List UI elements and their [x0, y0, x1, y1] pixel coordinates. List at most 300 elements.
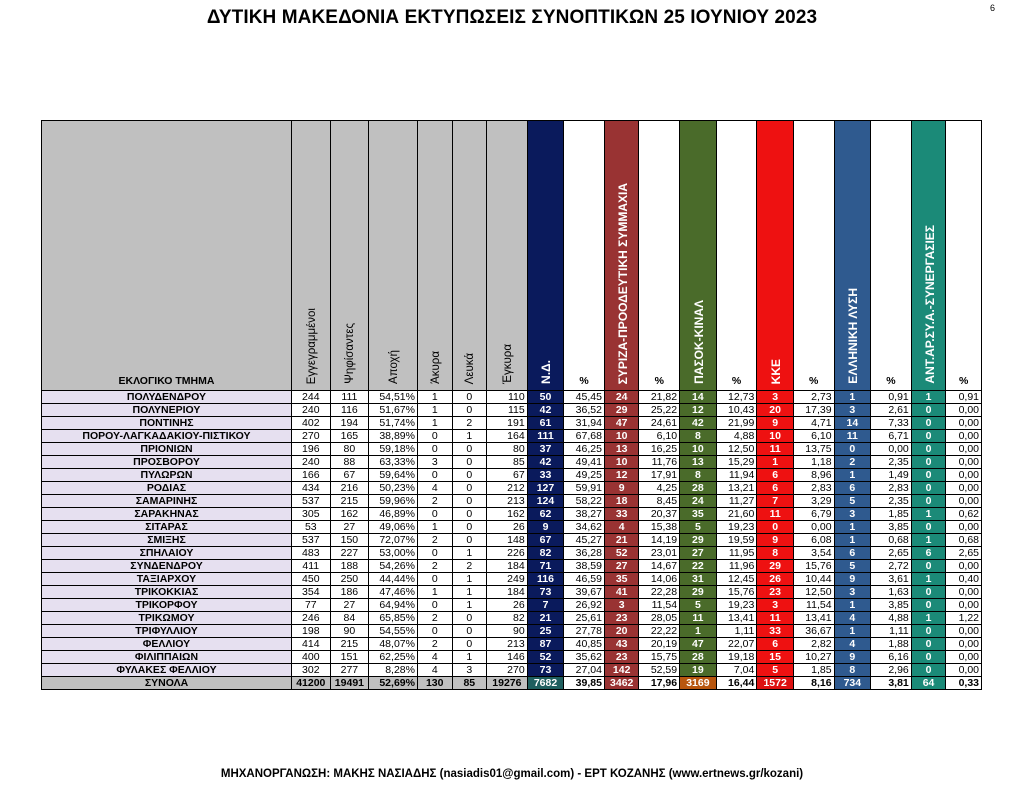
- valid-cell: 213: [487, 495, 528, 508]
- party-pct-cell: 21,82: [639, 391, 680, 404]
- party-pct-cell: 0,00: [946, 664, 982, 677]
- party-votes-cell: 0: [911, 651, 946, 664]
- party-votes-cell: 3: [834, 404, 871, 417]
- party-votes-cell: 8: [680, 469, 717, 482]
- party-pct-cell: 19,23: [716, 521, 757, 534]
- abstention-cell: 64,94%: [369, 599, 418, 612]
- party-pct-cell: 21,99: [716, 417, 757, 430]
- party-votes-cell: 0: [911, 625, 946, 638]
- table-row: [42, 547, 982, 560]
- valid-cell: 184: [487, 586, 528, 599]
- party-votes-cell: 1: [680, 625, 717, 638]
- party-votes-cell: 6: [757, 469, 794, 482]
- party-pct-cell: 14,19: [639, 534, 680, 547]
- party-header-pasok: ΠΑΣΟΚ-ΚΙΝΑΛ: [680, 121, 717, 391]
- party-pct-cell: 1,49: [871, 469, 912, 482]
- registered-cell: 414: [291, 638, 330, 651]
- party-pct-cell: 2,72: [871, 560, 912, 573]
- party-votes-cell: 29: [604, 404, 639, 417]
- district-name-cell: ΦΕΛΛΙΟΥ: [42, 638, 292, 651]
- blank-cell: 0: [452, 638, 487, 651]
- party-pct-cell: 1,22: [946, 612, 982, 625]
- invalid-cell: 0: [417, 625, 452, 638]
- party-votes-cell: 9: [757, 534, 794, 547]
- voters-cell: 250: [330, 573, 369, 586]
- blank-cell: 0: [452, 521, 487, 534]
- party-votes-cell: 42: [527, 456, 564, 469]
- blank-cell: 2: [452, 560, 487, 573]
- abstention-cell: 44,44%: [369, 573, 418, 586]
- blank-cell: 0: [452, 534, 487, 547]
- party-votes-cell: 1: [911, 534, 946, 547]
- party-votes-cell: 13: [680, 456, 717, 469]
- party-pct-cell: 38,59: [564, 560, 605, 573]
- party-pct-cell: 22,28: [639, 586, 680, 599]
- party-votes-cell: 0: [911, 664, 946, 677]
- invalid-cell: 0: [417, 508, 452, 521]
- registered-cell: 537: [291, 495, 330, 508]
- party-pct-cell: 40,85: [564, 638, 605, 651]
- party-pct-cell: 11,96: [716, 560, 757, 573]
- district-name-cell: ΠΟΛΥΔΕΝΔΡΟΥ: [42, 391, 292, 404]
- party-pct-cell: 14,67: [639, 560, 680, 573]
- column-header-invalid: Άκυρα: [417, 121, 452, 391]
- party-pct-cell: 1,88: [871, 638, 912, 651]
- party-votes-cell: 8: [680, 430, 717, 443]
- party-pct-cell: 2,35: [871, 495, 912, 508]
- district-name-cell: ΦΥΛΑΚΕΣ ΦΕΛΛΙΟΥ: [42, 664, 292, 677]
- abstention-cell: 46,89%: [369, 508, 418, 521]
- voters-cell: 84: [330, 612, 369, 625]
- invalid-cell: 2: [417, 560, 452, 573]
- party-pct-cell: 0,68: [871, 534, 912, 547]
- party-votes-cell: 0: [911, 469, 946, 482]
- pct-header-elliniki-lysi: %: [871, 121, 912, 391]
- valid-cell: 148: [487, 534, 528, 547]
- party-pct-cell: 0,00: [946, 417, 982, 430]
- party-pct-cell: 1,85: [871, 508, 912, 521]
- invalid-cell: 2: [417, 612, 452, 625]
- valid-cell: 184: [487, 560, 528, 573]
- voters-cell: 27: [330, 599, 369, 612]
- blank-cell: 0: [452, 404, 487, 417]
- party-votes-cell: 35: [680, 508, 717, 521]
- voters-cell: 27: [330, 521, 369, 534]
- party-pct-cell: 2,61: [871, 404, 912, 417]
- party-votes-cell: 24: [680, 495, 717, 508]
- abstention-cell: 65,85%: [369, 612, 418, 625]
- party-votes-cell: 8: [757, 547, 794, 560]
- registered-cell: 354: [291, 586, 330, 599]
- party-votes-cell: 47: [604, 417, 639, 430]
- district-name-cell: ΠΟΝΤΙΝΗΣ: [42, 417, 292, 430]
- party-pct-cell: 26,92: [564, 599, 605, 612]
- district-name-cell: ΤΡΙΦΥΛΛΙΟΥ: [42, 625, 292, 638]
- party-votes-cell: 1: [834, 391, 871, 404]
- party-votes-cell: 33: [527, 469, 564, 482]
- party-pct-cell: 35,62: [564, 651, 605, 664]
- party-pct-cell: 39,67: [564, 586, 605, 599]
- party-votes-cell: 29: [680, 534, 717, 547]
- blank-cell: 0: [452, 508, 487, 521]
- party-votes-cell: 73: [527, 586, 564, 599]
- header-row: [42, 121, 982, 391]
- abstention-cell: 50,23%: [369, 482, 418, 495]
- party-votes-cell: 82: [527, 547, 564, 560]
- party-votes-cell: 28: [680, 651, 717, 664]
- party-pct-cell: 20,19: [639, 638, 680, 651]
- party-votes-cell: 0: [911, 560, 946, 573]
- party-votes-cell: 29: [757, 560, 794, 573]
- party-votes-cell: 0: [911, 482, 946, 495]
- party-votes-cell: 127: [527, 482, 564, 495]
- party-pct-cell: 0,00: [946, 586, 982, 599]
- party-pct-cell: 6,08: [793, 534, 834, 547]
- voters-cell: 194: [330, 417, 369, 430]
- valid-cell: 226: [487, 547, 528, 560]
- column-header-voters: Ψηφίσαντες: [330, 121, 369, 391]
- party-votes-cell: 71: [527, 560, 564, 573]
- table-row: [42, 508, 982, 521]
- table-row: [42, 521, 982, 534]
- party-pct-cell: 0,00: [946, 638, 982, 651]
- registered-cell: 305: [291, 508, 330, 521]
- party-pct-cell: 0,00: [946, 404, 982, 417]
- party-pct-cell: 4,88: [716, 430, 757, 443]
- party-votes-cell: 5: [757, 664, 794, 677]
- party-votes-cell: 41: [604, 586, 639, 599]
- registered-cell: 434: [291, 482, 330, 495]
- party-pct-cell: 11,76: [639, 456, 680, 469]
- party-votes-cell: 734: [834, 677, 871, 690]
- party-pct-cell: 0,00: [871, 443, 912, 456]
- party-pct-cell: 3,61: [871, 573, 912, 586]
- party-votes-cell: 0: [911, 599, 946, 612]
- voters-cell: 165: [330, 430, 369, 443]
- blank-cell: 0: [452, 482, 487, 495]
- registered-cell: 240: [291, 404, 330, 417]
- table-row: [42, 404, 982, 417]
- invalid-cell: 0: [417, 547, 452, 560]
- party-votes-cell: 6: [834, 547, 871, 560]
- pct-header-pasok: %: [716, 121, 757, 391]
- table-row: [42, 391, 982, 404]
- table-row: [42, 586, 982, 599]
- party-pct-cell: 12,73: [716, 391, 757, 404]
- page-number: 6: [990, 3, 996, 13]
- party-votes-cell: 1: [834, 521, 871, 534]
- district-name-cell: ΣΑΜΑΡΙΝΗΣ: [42, 495, 292, 508]
- party-pct-cell: 27,04: [564, 664, 605, 677]
- column-header-abstention: Αποχή: [369, 121, 418, 391]
- party-pct-cell: 0,00: [946, 456, 982, 469]
- district-name-cell: ΡΟΔΙΑΣ: [42, 482, 292, 495]
- party-votes-cell: 23: [604, 651, 639, 664]
- party-votes-cell: 5: [834, 495, 871, 508]
- party-votes-cell: 116: [527, 573, 564, 586]
- party-pct-cell: 0,68: [946, 534, 982, 547]
- party-pct-cell: 0,91: [871, 391, 912, 404]
- party-votes-cell: 10: [680, 443, 717, 456]
- voters-cell: 227: [330, 547, 369, 560]
- district-name-cell: ΣΥΝΔΕΝΔΡΟΥ: [42, 560, 292, 573]
- party-pct-cell: 34,62: [564, 521, 605, 534]
- party-pct-cell: 17,96: [639, 677, 680, 690]
- party-pct-cell: 4,71: [793, 417, 834, 430]
- valid-cell: 26: [487, 521, 528, 534]
- party-votes-cell: 4: [834, 638, 871, 651]
- party-votes-cell: 24: [604, 391, 639, 404]
- party-pct-cell: 39,85: [564, 677, 605, 690]
- blank-cell: 0: [452, 391, 487, 404]
- party-votes-cell: 0: [834, 443, 871, 456]
- district-name-cell: ΠΡΟΣΒΟΡΟΥ: [42, 456, 292, 469]
- invalid-cell: 0: [417, 599, 452, 612]
- party-votes-cell: 42: [527, 404, 564, 417]
- party-pct-cell: 13,21: [716, 482, 757, 495]
- party-votes-cell: 21: [527, 612, 564, 625]
- party-pct-cell: 24,61: [639, 417, 680, 430]
- totals-row: [42, 677, 982, 690]
- blank-cell: 1: [452, 599, 487, 612]
- registered-cell: 77: [291, 599, 330, 612]
- party-pct-cell: 11,94: [716, 469, 757, 482]
- party-votes-cell: 10: [604, 430, 639, 443]
- party-pct-cell: 10,27: [793, 651, 834, 664]
- district-name-cell: ΣΑΡΑΚΗΝΑΣ: [42, 508, 292, 521]
- party-pct-cell: 15,75: [639, 651, 680, 664]
- party-pct-cell: 15,76: [716, 586, 757, 599]
- party-pct-cell: 1,85: [793, 664, 834, 677]
- party-votes-cell: 8: [834, 664, 871, 677]
- party-pct-cell: 15,76: [793, 560, 834, 573]
- blank-cell: 1: [452, 586, 487, 599]
- party-pct-cell: 58,22: [564, 495, 605, 508]
- table-row: [42, 599, 982, 612]
- abstention-cell: 49,06%: [369, 521, 418, 534]
- party-votes-cell: 0: [911, 495, 946, 508]
- party-votes-cell: 1: [834, 534, 871, 547]
- column-header-district: ΕΚΛΟΓΙΚΟ ΤΜΗΜΑ: [42, 121, 292, 391]
- party-votes-cell: 3: [604, 599, 639, 612]
- blank-cell: 0: [452, 495, 487, 508]
- party-pct-cell: 21,60: [716, 508, 757, 521]
- party-votes-cell: 5: [680, 599, 717, 612]
- abstention-cell: 72,07%: [369, 534, 418, 547]
- party-votes-cell: 14: [834, 417, 871, 430]
- party-header-syriza: ΣΥΡΙΖΑ-ΠΡΟΟΔΕΥΤΙΚΗ ΣΥΜΜΑΧΙΑ: [604, 121, 639, 391]
- district-name-cell: ΤΡΙΚΟΡΦΟΥ: [42, 599, 292, 612]
- abstention-cell: 62,25%: [369, 651, 418, 664]
- valid-cell: 164: [487, 430, 528, 443]
- party-pct-cell: 0,00: [946, 599, 982, 612]
- party-votes-cell: 6: [911, 547, 946, 560]
- party-pct-cell: 0,00: [946, 560, 982, 573]
- pct-header-syriza: %: [639, 121, 680, 391]
- party-pct-cell: 14,06: [639, 573, 680, 586]
- party-votes-cell: 0: [911, 521, 946, 534]
- party-votes-cell: 0: [911, 638, 946, 651]
- party-votes-cell: 1: [911, 612, 946, 625]
- abstention-cell: 38,89%: [369, 430, 418, 443]
- party-pct-cell: 67,68: [564, 430, 605, 443]
- party-votes-cell: 7: [757, 495, 794, 508]
- party-pct-cell: 0,40: [946, 573, 982, 586]
- party-pct-cell: 0,91: [946, 391, 982, 404]
- party-pct-cell: 12,50: [793, 586, 834, 599]
- registered-cell: 240: [291, 456, 330, 469]
- invalid-cell: 1: [417, 586, 452, 599]
- party-votes-cell: 11: [834, 430, 871, 443]
- party-votes-cell: 0: [911, 456, 946, 469]
- party-votes-cell: 27: [604, 560, 639, 573]
- party-pct-cell: 12,45: [716, 573, 757, 586]
- party-pct-cell: 36,67: [793, 625, 834, 638]
- party-votes-cell: 0: [757, 521, 794, 534]
- abstention-cell: 47,46%: [369, 586, 418, 599]
- party-votes-cell: 33: [757, 625, 794, 638]
- party-votes-cell: 1: [911, 391, 946, 404]
- party-votes-cell: 52: [527, 651, 564, 664]
- party-pct-cell: 7,33: [871, 417, 912, 430]
- party-pct-cell: 15,38: [639, 521, 680, 534]
- valid-cell: 162: [487, 508, 528, 521]
- party-votes-cell: 19: [680, 664, 717, 677]
- party-votes-cell: 0: [911, 586, 946, 599]
- invalid-cell: 4: [417, 651, 452, 664]
- abstention-cell: 59,96%: [369, 495, 418, 508]
- party-pct-cell: 22,22: [639, 625, 680, 638]
- pct-header-nd: %: [564, 121, 605, 391]
- party-votes-cell: 3: [834, 508, 871, 521]
- invalid-cell: 2: [417, 495, 452, 508]
- party-votes-cell: 5: [834, 560, 871, 573]
- invalid-cell: 0: [417, 573, 452, 586]
- voters-cell: 162: [330, 508, 369, 521]
- party-votes-cell: 111: [527, 430, 564, 443]
- table-row: [42, 573, 982, 586]
- district-name-cell: ΣΜΙΞΗΣ: [42, 534, 292, 547]
- party-pct-cell: 4,88: [871, 612, 912, 625]
- table-row: [42, 443, 982, 456]
- invalid-cell: 0: [417, 430, 452, 443]
- invalid-cell: 1: [417, 521, 452, 534]
- district-name-cell: ΦΙΛΙΠΠΑΙΩΝ: [42, 651, 292, 664]
- party-votes-cell: 35: [604, 573, 639, 586]
- party-votes-cell: 1: [757, 456, 794, 469]
- valid-cell: 191: [487, 417, 528, 430]
- blank-cell: 85: [452, 677, 487, 690]
- registered-cell: 400: [291, 651, 330, 664]
- party-votes-cell: 47: [680, 638, 717, 651]
- party-pct-cell: 2,65: [871, 547, 912, 560]
- party-pct-cell: 8,45: [639, 495, 680, 508]
- party-votes-cell: 11: [680, 612, 717, 625]
- party-pct-cell: 45,45: [564, 391, 605, 404]
- abstention-cell: 52,69%: [369, 677, 418, 690]
- party-pct-cell: 25,61: [564, 612, 605, 625]
- party-votes-cell: 25: [527, 625, 564, 638]
- district-name-cell: ΠΟΡΟΥ-ΛΑΓΚΑΔΑΚΙΟΥ-ΠΙΣΤΙΚΟΥ: [42, 430, 292, 443]
- party-pct-cell: 10,43: [716, 404, 757, 417]
- party-pct-cell: 28,05: [639, 612, 680, 625]
- district-name-cell: ΠΥΛΩΡΩΝ: [42, 469, 292, 482]
- party-pct-cell: 1,11: [871, 625, 912, 638]
- party-votes-cell: 33: [604, 508, 639, 521]
- party-pct-cell: 25,22: [639, 404, 680, 417]
- valid-cell: 82: [487, 612, 528, 625]
- voters-cell: 151: [330, 651, 369, 664]
- party-pct-cell: 1,11: [716, 625, 757, 638]
- table-row: [42, 651, 982, 664]
- party-pct-cell: 0,00: [946, 469, 982, 482]
- pct-header-kke: %: [793, 121, 834, 391]
- party-votes-cell: 3462: [604, 677, 639, 690]
- party-pct-cell: 49,25: [564, 469, 605, 482]
- party-pct-cell: 13,41: [793, 612, 834, 625]
- registered-cell: 244: [291, 391, 330, 404]
- party-votes-cell: 3: [834, 586, 871, 599]
- party-pct-cell: 0,33: [946, 677, 982, 690]
- table-row: [42, 638, 982, 651]
- blank-cell: 2: [452, 417, 487, 430]
- party-votes-cell: 1: [911, 508, 946, 521]
- party-pct-cell: 7,04: [716, 664, 757, 677]
- party-votes-cell: 11: [757, 508, 794, 521]
- abstention-cell: 54,55%: [369, 625, 418, 638]
- party-pct-cell: 0,00: [946, 443, 982, 456]
- party-pct-cell: 17,91: [639, 469, 680, 482]
- party-pct-cell: 15,29: [716, 456, 757, 469]
- abstention-cell: 54,26%: [369, 560, 418, 573]
- invalid-cell: 4: [417, 664, 452, 677]
- party-votes-cell: 42: [680, 417, 717, 430]
- party-pct-cell: 6,79: [793, 508, 834, 521]
- registered-cell: 198: [291, 625, 330, 638]
- abstention-cell: 8,28%: [369, 664, 418, 677]
- party-votes-cell: 10: [757, 430, 794, 443]
- party-votes-cell: 37: [527, 443, 564, 456]
- valid-cell: 26: [487, 599, 528, 612]
- valid-cell: 146: [487, 651, 528, 664]
- party-pct-cell: 46,59: [564, 573, 605, 586]
- blank-cell: 0: [452, 625, 487, 638]
- party-votes-cell: 124: [527, 495, 564, 508]
- party-pct-cell: 59,91: [564, 482, 605, 495]
- party-pct-cell: 11,54: [639, 599, 680, 612]
- table-row: [42, 612, 982, 625]
- party-pct-cell: 31,94: [564, 417, 605, 430]
- party-votes-cell: 0: [911, 404, 946, 417]
- party-pct-cell: 49,41: [564, 456, 605, 469]
- party-pct-cell: 6,10: [639, 430, 680, 443]
- party-pct-cell: 16,44: [716, 677, 757, 690]
- party-votes-cell: 12: [604, 469, 639, 482]
- party-pct-cell: 2,83: [793, 482, 834, 495]
- party-votes-cell: 15: [757, 651, 794, 664]
- party-votes-cell: 9: [757, 417, 794, 430]
- party-votes-cell: 6: [834, 482, 871, 495]
- party-pct-cell: 2,82: [793, 638, 834, 651]
- party-votes-cell: 64: [911, 677, 946, 690]
- party-pct-cell: 11,54: [793, 599, 834, 612]
- blank-cell: 3: [452, 664, 487, 677]
- party-pct-cell: 2,65: [946, 547, 982, 560]
- voters-cell: 80: [330, 443, 369, 456]
- party-votes-cell: 6: [757, 482, 794, 495]
- blank-cell: 1: [452, 573, 487, 586]
- blank-cell: 0: [452, 443, 487, 456]
